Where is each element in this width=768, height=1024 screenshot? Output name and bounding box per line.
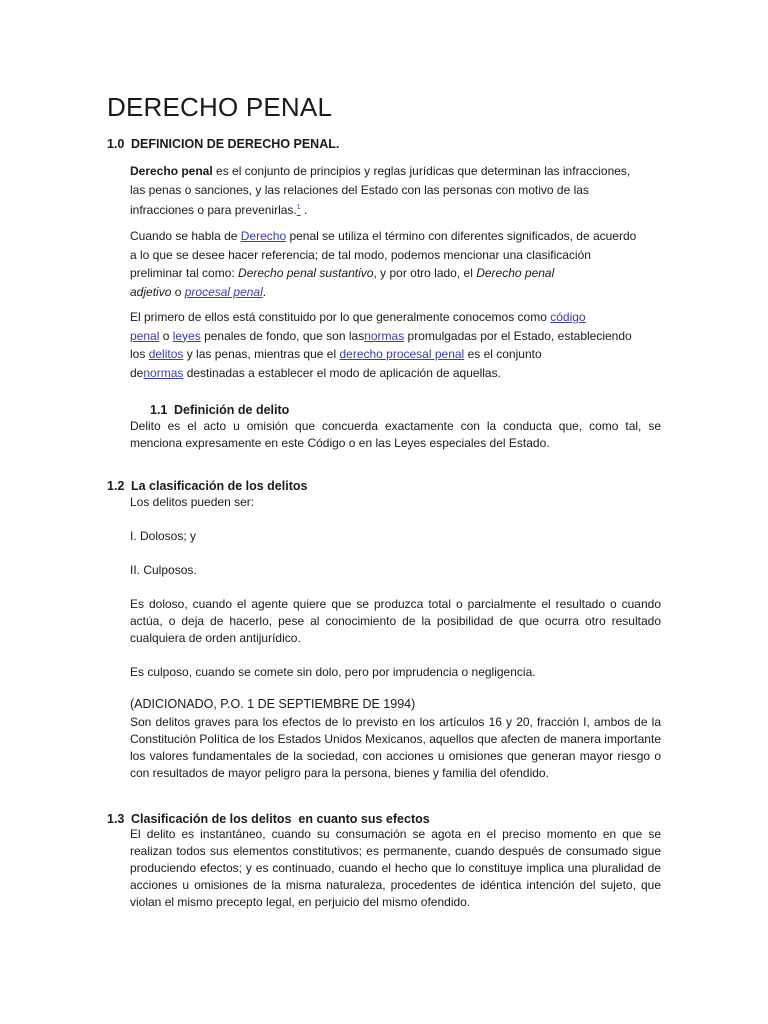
link-normas-2[interactable]: normas — [143, 365, 184, 380]
section-1-3-number: 1.3 — [107, 812, 125, 826]
list-item: I. Dolosos; y — [130, 529, 197, 543]
paragraph-significados: Cuando se habla de Derecho penal se utiliza el término con diferentes significados, de acuerdo a lo que se desee hacer referencia; de tal modo, podemos mencionar una clasificación preliminar tal como: Derecho penal sustantivo, y por otro lado, el Derecho penal adjetivo o procesal penal. — [130, 229, 637, 299]
paragraph-doloso: Es doloso, cuando el agente quiere que se produzca total o parcialmente el resultado o cuando actúa, o deja de hacerlo, pese al conocimiento de la posibilidad de que ocurra otro resultado cualquiera de orden antijurídico. — [130, 597, 661, 645]
list-item: II. Culposos. — [130, 563, 197, 577]
section-1-1-number: 1.1 — [150, 403, 168, 417]
link-delitos[interactable]: delitos — [148, 347, 184, 361]
page-title: DERECHO PENAL — [107, 92, 333, 122]
link-normas[interactable]: normas — [364, 328, 405, 343]
bold-term: Derecho penal — [130, 164, 213, 178]
paragraph-definicion-delito: Delito es el acto u omisión que concuerda exactamente con la conducta que, como tal, se menciona expresamente en este Código o en las Leyes especiales del Estado. — [130, 419, 661, 450]
link-codigo-part1[interactable]: código — [550, 310, 586, 324]
link-derecho-procesal-penal[interactable]: derecho procesal penal — [339, 347, 465, 361]
section-1-0-heading: DEFINICION DE DERECHO PENAL. — [131, 137, 340, 151]
paragraph-delitos-graves: Son delitos graves para los efectos de lo previsto en los artículos 16 y 20, fracción I, ambos de la Constitución Política de los Estados Unidos Mexicanos, aquellos que afecten de manera importante los valores fundamentales de la sociedad, con acciones u omisiones que generan mayor riesgo o con resultados de mayor peligro para la persona, bienes y familia del ofendido. — [130, 715, 661, 780]
paragraph-culposo: Es culposo, cuando se comete sin dolo, pero por imprudencia o negligencia. — [130, 665, 536, 679]
text-intro: Los delitos pueden ser: — [130, 495, 255, 509]
note-adicionado: (ADICIONADO, P.O. 1 DE SEPTIEMBRE DE 1994) — [130, 697, 416, 711]
section-1-2-number: 1.2 — [107, 479, 125, 493]
link-codigo-part2[interactable]: penal — [130, 328, 160, 343]
section-1-0-number: 1.0 — [107, 137, 125, 151]
paragraph-definicion: Derecho penal es el conjunto de principios y reglas jurídicas que determinan las infracciones, las penas o sanciones, y las relaciones del Estado con las personas con motivo de las infracciones o para prevenirlas.$^1$ . — [130, 164, 631, 217]
link-derecho[interactable]: Derecho — [240, 229, 287, 243]
paragraph-codigo-penal: El primero de ellos está constituido por lo que generalmente conocemos como código penal o leyes penales de fondo, que son lasnormas promulgadas por el Estado, estableciendo los delitos y las penas, mientras que el derecho procesal penal es el conjunto denormas destinadas a establecer el modo de aplicación de aquellas. — [130, 310, 632, 380]
paragraph-efectos: El delito es instantáneo, cuando su consumación se agota en el preciso momento en que se realizan todos sus elementos constitutivos; es permanente, cuando después de consumado sigue produciendo efectos; y es continuado, cuando el hecho que lo constituye implica una pluralidad de acciones u omisiones de la misma naturaleza, procedentes de idéntica intención del sujeto, que violan el mismo precepto legal, en perjuicio del mismo ofendido. — [130, 827, 661, 909]
link-procesal-penal[interactable]: procesal penal — [184, 284, 263, 299]
section-1-1-heading: Definición de delito — [174, 403, 290, 417]
link-leyes[interactable]: leyes — [172, 328, 201, 343]
section-1-2-heading: La clasificación de los delitos — [131, 479, 308, 493]
section-1-3-heading: Clasificación de los delitos en cuanto sus efectos — [131, 812, 430, 826]
footnote-link: 1 — [296, 204, 301, 211]
